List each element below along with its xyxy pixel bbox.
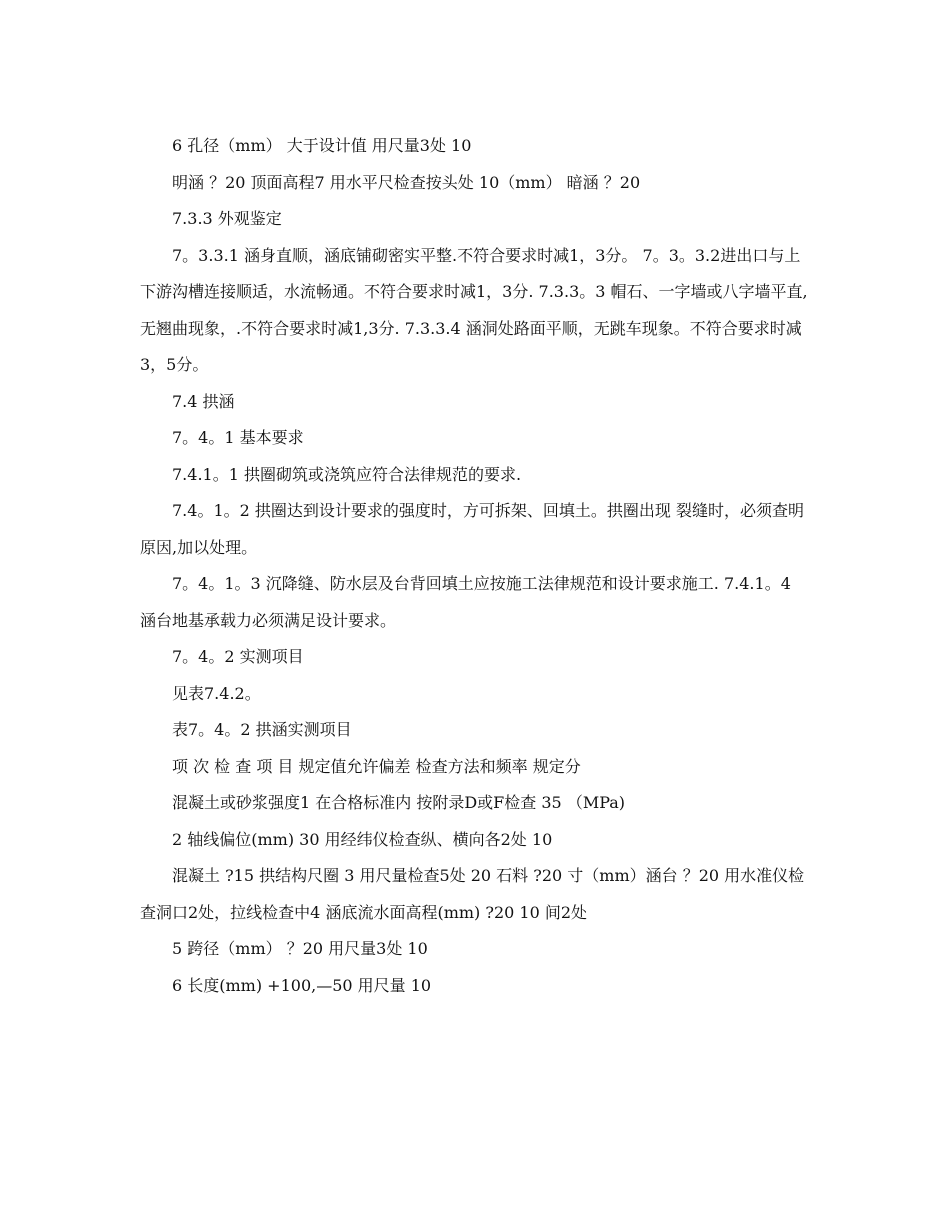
table-line-arch-dimensions: 混凝土 ?15 拱结构尺圈 3 用尺量检查5处 20 石料 ?20 寸（mm）涵台 ？20 用水准仪检查洞口2处，拉线检查中4 涵底流水面高程(mm) ?20 10 间2处 <box>140 866 805 922</box>
paragraph-see-table: 见表7.4.2。 <box>172 683 261 703</box>
paragraph-requirement-1: 7.4.1。1 拱圈砌筑或浇筑应符合法律规范的要求. <box>172 464 522 484</box>
paragraph-culvert-aperture: 6 孔径（mm） 大于设计值 用尺量3处 10 <box>172 136 472 155</box>
section-heading-measured-items: 7。4。2 实测项目 <box>172 647 304 666</box>
table-line-axis-offset: 2 轴线偏位(mm) 30 用经纬仪检查纵、横向各2处 10 <box>172 829 553 849</box>
paragraph-appearance-criteria: 7。3.3.1 涵身直顺，涵底铺砌密实平整.不符合要求时减1，3分。 7。3。3.2进出口与上下游沟槽连接顺适，水流畅通。不符合要求时减1，3分. 7.3.3。3 帽石、一字墙或八字墙平直,无翘曲现象，.不符合要求时减1,3分. 7.3.3.4 涵洞处路面平顺，无跳车现象。不符合要求时减3，5分。 <box>140 245 808 374</box>
section-heading-appearance: 7.3.3 外观鉴定 <box>172 209 282 228</box>
paragraph-top-elevation: 明涵 ？20 顶面高程7 用水平尺检查按头处 10（mm） 暗涵 ？20 <box>172 172 641 192</box>
table-line-strength: 混凝土或砂浆强度1 在合格标准内 按附录D或F检查 35 （MPa) <box>172 793 626 812</box>
table-line-length: 6 长度(mm) +100,—50 用尺量 10 <box>172 975 432 995</box>
paragraph-requirement-3-4: 7。4。1。3 沉降缝、防水层及台背回填土应按施工法律规范和设计要求施工. 7.4.1。4 涵台地基承载力必须满足设计要求。 <box>140 574 791 630</box>
section-heading-arch-culvert: 7.4 拱涵 <box>172 391 235 411</box>
document-body <box>140 128 810 1004</box>
section-heading-basic-requirements: 7。4。1 基本要求 <box>172 428 304 447</box>
table-header-line: 项 次 检 查 项 目 规定值允许偏差 检查方法和频率 规定分 <box>172 756 581 776</box>
table-caption: 表7。4。2 拱涵实测项目 <box>172 720 352 739</box>
table-line-span: 5 跨径（mm） ？20 用尺量3处 10 <box>172 939 428 958</box>
paragraph-requirement-2: 7.4。1。2 拱圈达到设计要求的强度时，方可拆架、回填土。拱圈出现 裂缝时，必须查明原因,加以处理。 <box>140 501 804 557</box>
